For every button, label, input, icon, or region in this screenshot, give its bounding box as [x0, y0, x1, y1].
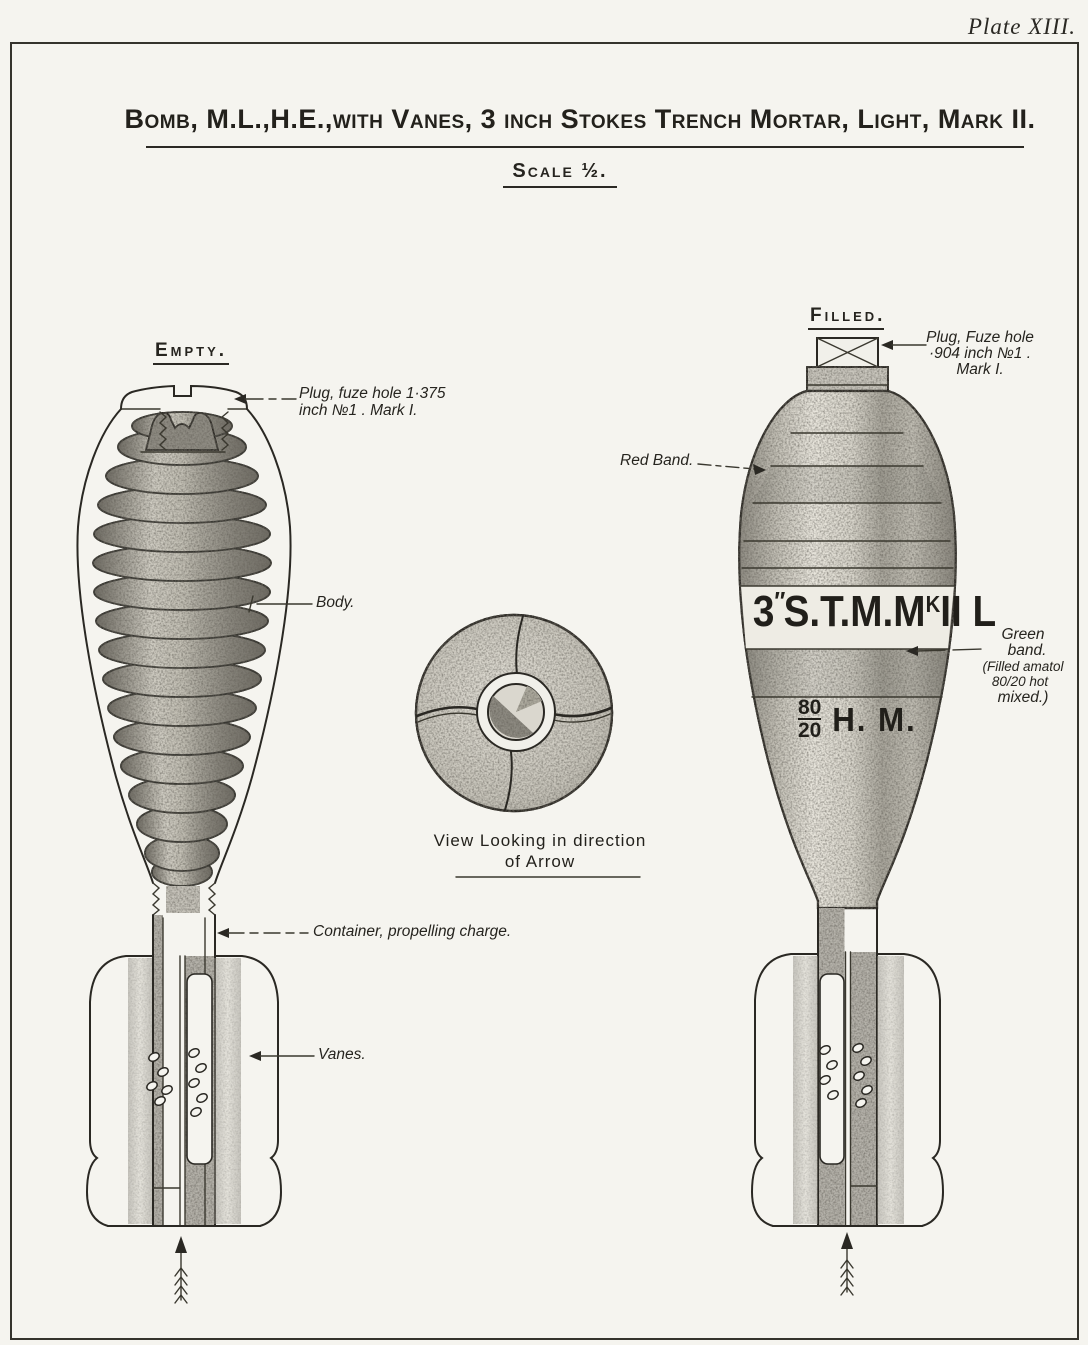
filling-marking	[798, 698, 919, 741]
filled-bomb-figure	[698, 338, 984, 1295]
annotation-red-band-label: Red Band.	[620, 452, 694, 469]
arrow-head	[841, 1232, 853, 1249]
container-top-shading	[166, 886, 200, 913]
red-band-leader-line	[698, 464, 755, 469]
bell-shade-right	[214, 958, 241, 1224]
bell-shade-left	[793, 956, 818, 1224]
red-band-zone	[753, 466, 941, 503]
filled-figure-label: Filled.	[810, 305, 886, 326]
bell-shade-left	[128, 958, 152, 1224]
annotation-plug-filled-line2: ·904 inch №1 .	[928, 345, 1032, 362]
stencil-caliber: 3	[752, 587, 775, 636]
plate-number: Plate XIII.	[967, 14, 1076, 39]
ribbed-inner-body	[93, 412, 271, 886]
annotation-green-band-line2: band.	[1007, 642, 1047, 659]
annotation-plug-filled-line3: Mark I.	[956, 361, 1004, 378]
annotation-green-band-line4: 80/20 hot	[991, 674, 1049, 689]
annotation-plug-filled-line1: Plug, Fuze hole	[926, 329, 1034, 346]
vanes-leader-arrowhead	[249, 1051, 261, 1061]
plan-view-caption-line1: View Looking in direction	[433, 831, 647, 850]
stencil-inch-mark: ″	[774, 586, 784, 616]
stencil-marking	[752, 586, 997, 637]
scale-label: Scale ½.	[512, 160, 608, 182]
neck-thread-left	[153, 883, 159, 915]
direction-arrow-left	[175, 1236, 187, 1303]
casing-cap	[121, 386, 247, 409]
stencil-mid: S.T.M.M	[783, 587, 926, 636]
neck-thread-right	[209, 883, 215, 915]
plug-collar	[807, 367, 888, 391]
annotation-plug-empty-line2: inch №1 . Mark I.	[299, 402, 418, 419]
arrow-head	[175, 1236, 187, 1253]
empty-bomb-figure	[77, 386, 314, 1303]
plate-title: Bomb, M.L.,H.E.,with Vanes, 3 inch Stokes Trench Mortar, Light, Mark II.	[124, 104, 1036, 134]
filling-fraction-numerator: 80	[798, 696, 822, 719]
stencil-tail: II L	[940, 587, 997, 636]
filling-fraction	[798, 698, 821, 741]
direction-arrow-right	[841, 1232, 853, 1295]
annotation-plug-empty-line1: Plug, fuze hole 1·375	[299, 385, 446, 402]
container-leader-arrowhead	[217, 928, 229, 938]
bell-shade-right	[877, 956, 904, 1224]
stencil-mark-superscript: K	[925, 591, 941, 617]
green-band-zone	[746, 649, 948, 697]
filling-fraction-denominator: 20	[798, 719, 822, 742]
plug-leader-arrowhead	[881, 340, 893, 350]
empty-figure-label: Empty.	[155, 340, 228, 361]
annotation-green-band-line1: Green	[1001, 626, 1045, 643]
filling-suffix: H. M.	[832, 700, 917, 738]
annotation-container-label: Container, propelling charge.	[313, 923, 512, 940]
annotation-vanes-label: Vanes.	[318, 1046, 366, 1063]
annotation-green-band-line5: mixed.)	[997, 689, 1049, 706]
annotation-green-band-line3: (Filled amatol	[982, 659, 1064, 674]
plug-leader-arrowhead	[234, 394, 246, 404]
plan-view-caption-line2: of Arrow	[504, 852, 576, 871]
annotation-body-label: Body.	[316, 594, 355, 611]
